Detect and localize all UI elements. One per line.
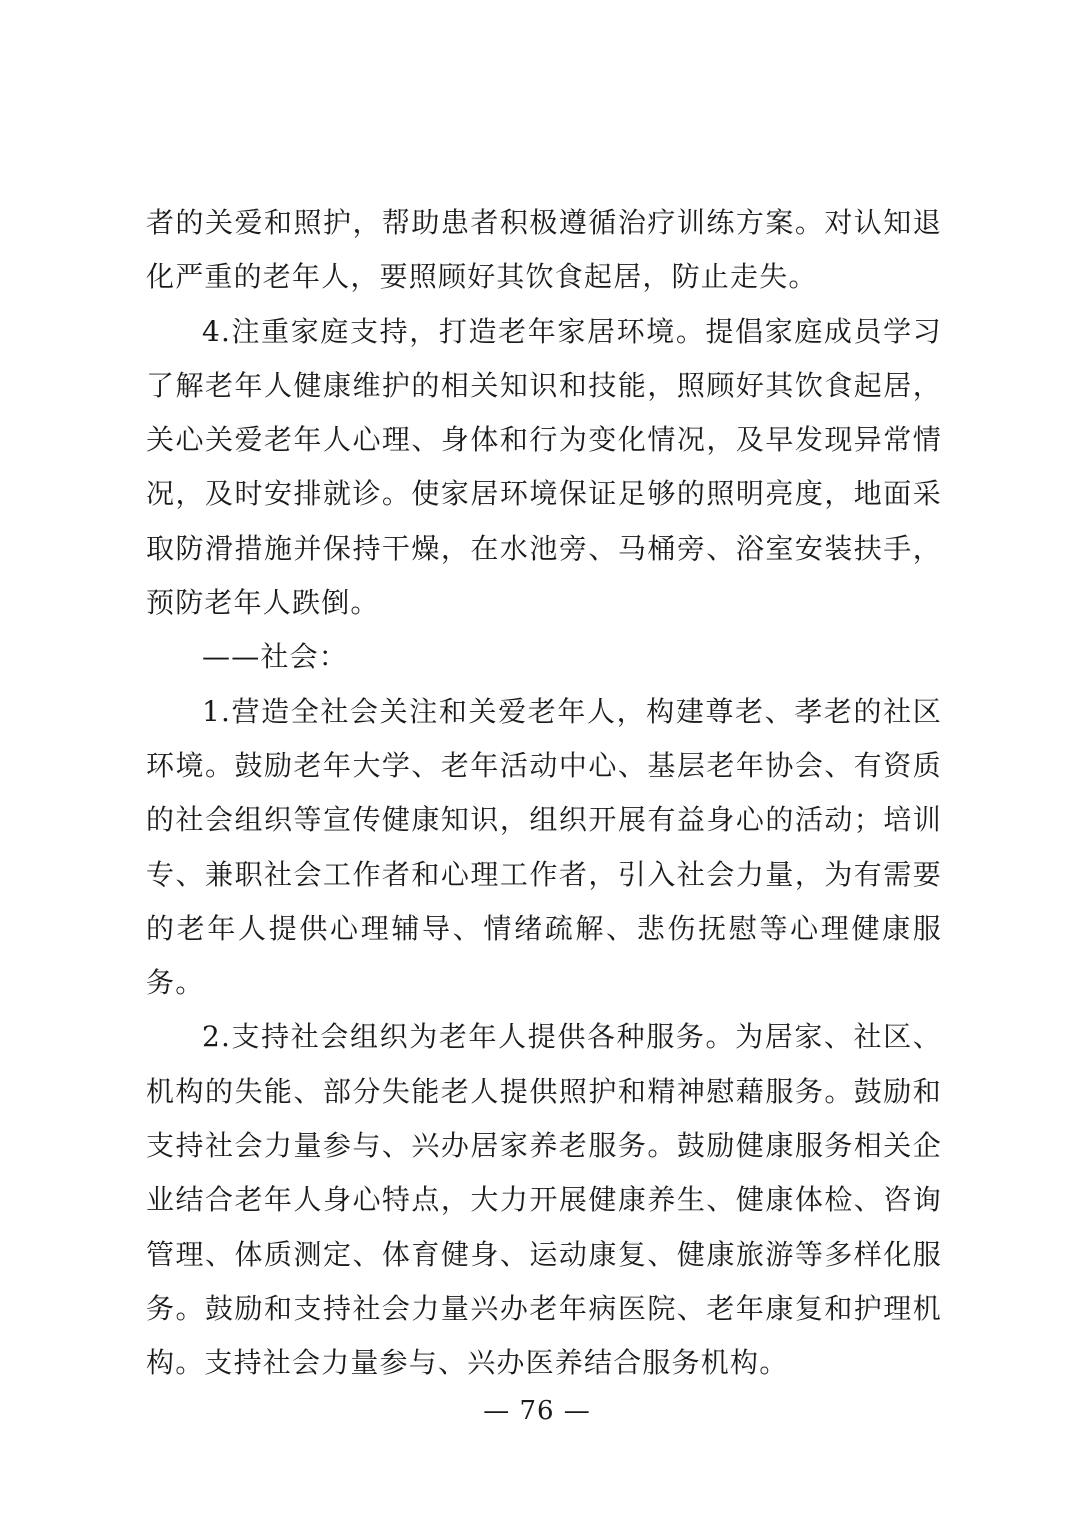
section-heading-society: ——社会： [202,640,349,674]
paragraph-caregiving-continued: 者的关爱和照护，帮助患者积极遵循治疗训练方案。对认知退化严重的老年人，要照顾好其饮食起居，防止走失。 [146,206,942,294]
paragraph-community-environment: 1.营造全社会关注和关爱老年人，构建尊老、孝老的社区环境。鼓励老年大学、老年活动中心、基层老年协会、有资质的社会组织等宣传健康知识，组织开展有益身心的活动；培训专、兼职社会工作者和心理工作者，引入社会力量，为有需要的老年人提供心理辅导、情绪疏解、悲伤抚慰等心理健康服务。 [146,694,942,1000]
page-number: — 76 — [483,1396,591,1426]
body-text [146,196,942,1391]
paragraph-social-organizations: 2.支持社会组织为老年人提供各种服务。为居家、社区、机构的失能、部分失能老人提供照护和精神慰藉服务。鼓励和支持社会力量参与、兴办居家养老服务。鼓励健康服务相关企业结合老年人身心特点，大力开展健康养生、健康体检、咨询管理、体质测定、体育健身、运动康复、健康旅游等多样化服务。鼓励和支持社会力量兴办老年病医院、老年康复和护理机构。支持社会力量参与、兴办医养结合服务机构。 [146,1020,942,1380]
paragraph-family-support: 4.注重家庭支持，打造老年家居环境。提倡家庭成员学习了解老年人健康维护的相关知识和技能，照顾好其饮食起居，关心关爱老年人心理、身体和行为变化情况，及早发现异常情况，及时安排就诊。使家居环境保证足够的照明亮度，地面采取防滑措施并保持干燥，在水池旁、马桶旁、浴室安装扶手，预防老年人跌倒。 [146,314,942,620]
